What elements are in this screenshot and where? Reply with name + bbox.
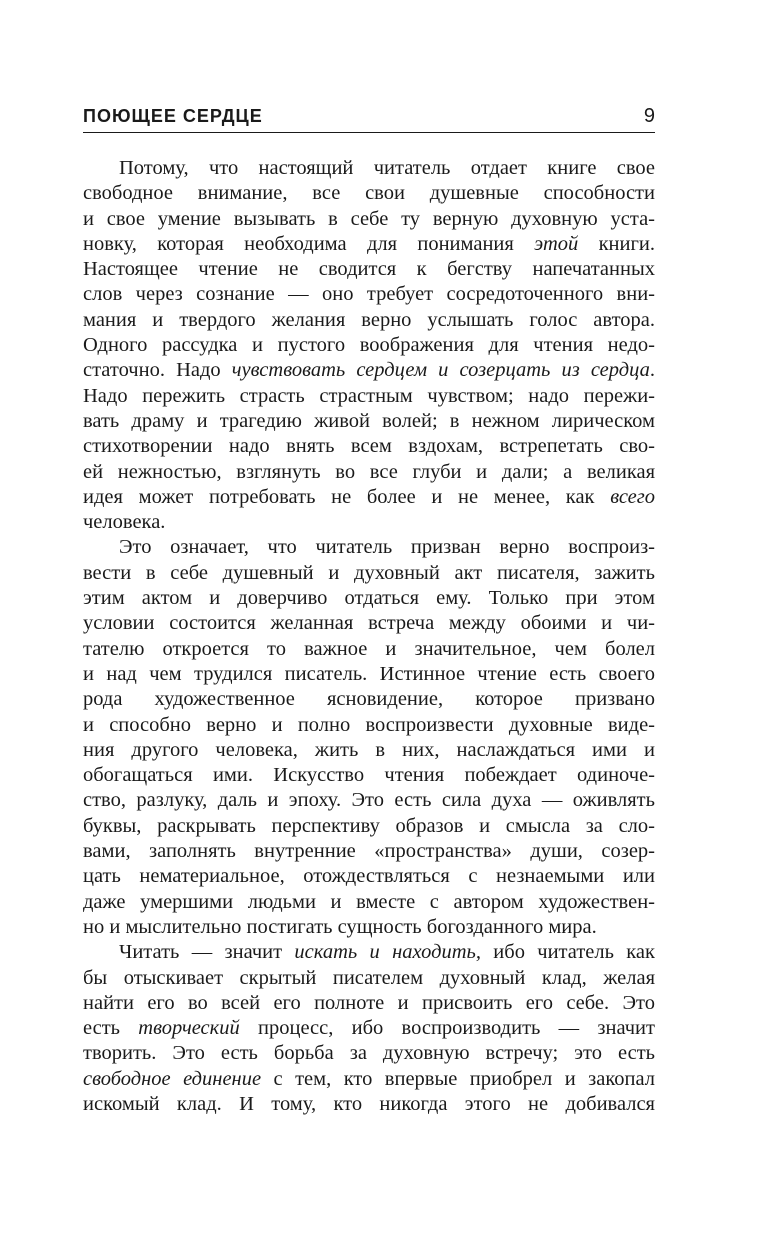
text-run: тателю откроется то важное и значительное, чем болел bbox=[83, 637, 655, 660]
emphasis-text: всего bbox=[610, 485, 655, 508]
text-run: с тем, кто впервые приобрел и закопал bbox=[261, 1067, 655, 1090]
text-run: ибо читатель как bbox=[480, 941, 655, 964]
text-run: мания и твердого желания верно услышать голос автора. bbox=[83, 308, 655, 331]
text-run: есть bbox=[83, 1017, 139, 1040]
text-run: искомый клад. И тому, кто никогда этого не добивался bbox=[83, 1092, 655, 1115]
text-line bbox=[83, 308, 655, 333]
text-run: книги. bbox=[578, 232, 655, 255]
text-line bbox=[83, 940, 655, 965]
text-run: даже умершими людьми и вместе с автором художествен- bbox=[83, 890, 655, 913]
text-run: процесс, ибо воспроизводить — значит bbox=[239, 1017, 655, 1040]
text-line bbox=[83, 409, 655, 434]
text-run: творить. Это есть борьба за духовную встречу; это есть bbox=[83, 1042, 655, 1065]
text-run: статочно. Надо bbox=[83, 359, 232, 382]
text-line bbox=[83, 460, 655, 485]
text-line bbox=[83, 535, 655, 560]
text-line bbox=[83, 687, 655, 712]
text-line bbox=[83, 510, 655, 535]
text-run: и над чем трудился писатель. Истинное чтение есть своего bbox=[83, 662, 655, 685]
body-text bbox=[83, 156, 655, 1117]
emphasis-text: искать и находить, bbox=[294, 941, 481, 964]
paragraph bbox=[83, 535, 655, 940]
running-title: ПОЮЩЕЕ СЕРДЦЕ bbox=[83, 106, 263, 126]
text-line bbox=[83, 1067, 655, 1092]
text-line bbox=[83, 814, 655, 839]
text-line bbox=[83, 156, 655, 181]
text-line bbox=[83, 890, 655, 915]
text-line bbox=[83, 1092, 655, 1117]
text-line bbox=[83, 713, 655, 738]
text-line bbox=[83, 788, 655, 813]
text-run: условии состоится желанная встреча между обоими и чи- bbox=[83, 612, 655, 635]
text-run: вами, заполнять внутренние «пространства» души, созер- bbox=[83, 840, 655, 863]
text-run: . bbox=[649, 359, 655, 382]
text-line bbox=[83, 966, 655, 991]
text-run: буквы, раскрывать перспективу образов и смысла за сло- bbox=[83, 814, 655, 837]
emphasis-text: творческий bbox=[138, 1017, 240, 1040]
text-line bbox=[83, 207, 655, 232]
text-line bbox=[83, 333, 655, 358]
text-line bbox=[83, 763, 655, 788]
text-run: и свое умение вызывать в себе ту верную духовную уста- bbox=[83, 207, 655, 230]
emphasis-text: чувствовать сердцем и созерцать из сердца bbox=[231, 359, 650, 382]
text-line bbox=[83, 257, 655, 282]
text-run: и способно верно и полно воспроизвести духовные виде- bbox=[83, 713, 655, 736]
text-line bbox=[83, 738, 655, 763]
text-line bbox=[83, 662, 655, 687]
text-run: но и мыслительно постигать сущность богозданного мира. bbox=[83, 915, 597, 938]
emphasis-text: свободное единение bbox=[83, 1067, 262, 1090]
text-run: обогащаться ими. Искусство чтения побеждает одиноче- bbox=[83, 764, 655, 787]
text-run: этим актом и доверчиво отдаться ему. Только при этом bbox=[83, 587, 655, 610]
running-header bbox=[83, 104, 655, 133]
text-run: вать драму и трагедию живой волей; в нежном лирическом bbox=[83, 409, 655, 432]
text-run: слов через сознание — оно требует сосредоточенного вни- bbox=[83, 283, 655, 306]
text-line bbox=[83, 384, 655, 409]
text-run: ния другого человека, жить в них, наслаждаться ими и bbox=[83, 738, 655, 761]
text-run: Это означает, что читатель призван верно воспроиз- bbox=[119, 536, 655, 559]
text-run: человека. bbox=[83, 511, 166, 534]
text-line bbox=[83, 915, 655, 940]
text-line bbox=[83, 864, 655, 889]
text-line bbox=[83, 1016, 655, 1041]
emphasis-text: этой bbox=[534, 232, 579, 255]
text-run: Настоящее чтение не сводится к бегству напечатанных bbox=[83, 258, 655, 281]
text-run: ство, разлуку, даль и эпоху. Это есть сила духа — оживлять bbox=[83, 789, 655, 812]
text-run: найти его во всей его полноте и присвоить его себе. Это bbox=[83, 991, 655, 1014]
text-line bbox=[83, 1041, 655, 1066]
text-line bbox=[83, 282, 655, 307]
text-line bbox=[83, 586, 655, 611]
text-run: ей нежностью, взглянуть во все глуби и дали; а великая bbox=[83, 460, 655, 483]
text-run: вести в себе душевный и духовный акт писателя, зажить bbox=[83, 561, 655, 584]
text-run: цать нематериальное, отождествляться с незнаемыми или bbox=[83, 865, 655, 888]
text-line bbox=[83, 561, 655, 586]
text-line bbox=[83, 485, 655, 510]
text-run: Потому, что настоящий читатель отдает книге свое bbox=[119, 157, 655, 179]
text-run: Читать — значит bbox=[119, 941, 295, 964]
page-number: 9 bbox=[643, 105, 655, 127]
text-line bbox=[83, 434, 655, 459]
text-run: рода художественное ясновидение, которое призвано bbox=[83, 688, 655, 711]
text-line bbox=[83, 991, 655, 1016]
text-run: бы отыскивает скрытый писателем духовный клад, желая bbox=[83, 966, 655, 989]
text-run: идея может потребовать не более и не менее, как bbox=[83, 485, 611, 508]
text-line bbox=[83, 611, 655, 636]
text-line bbox=[83, 637, 655, 662]
text-run: Надо пережить страсть страстным чувством; надо пережи- bbox=[83, 384, 655, 407]
text-run: стихотворении надо внять всем вздохам, встрепетать сво- bbox=[83, 435, 655, 458]
text-run: новку, которая необходима для понимания bbox=[83, 232, 535, 255]
text-line bbox=[83, 181, 655, 206]
text-run: свободное внимание, все свои душевные способности bbox=[83, 182, 655, 205]
paragraph bbox=[83, 156, 655, 535]
text-run: Одного рассудка и пустого воображения для чтения недо- bbox=[83, 334, 655, 357]
paragraph bbox=[83, 940, 655, 1117]
text-line bbox=[83, 839, 655, 864]
text-line bbox=[83, 232, 655, 257]
text-line bbox=[83, 358, 655, 383]
